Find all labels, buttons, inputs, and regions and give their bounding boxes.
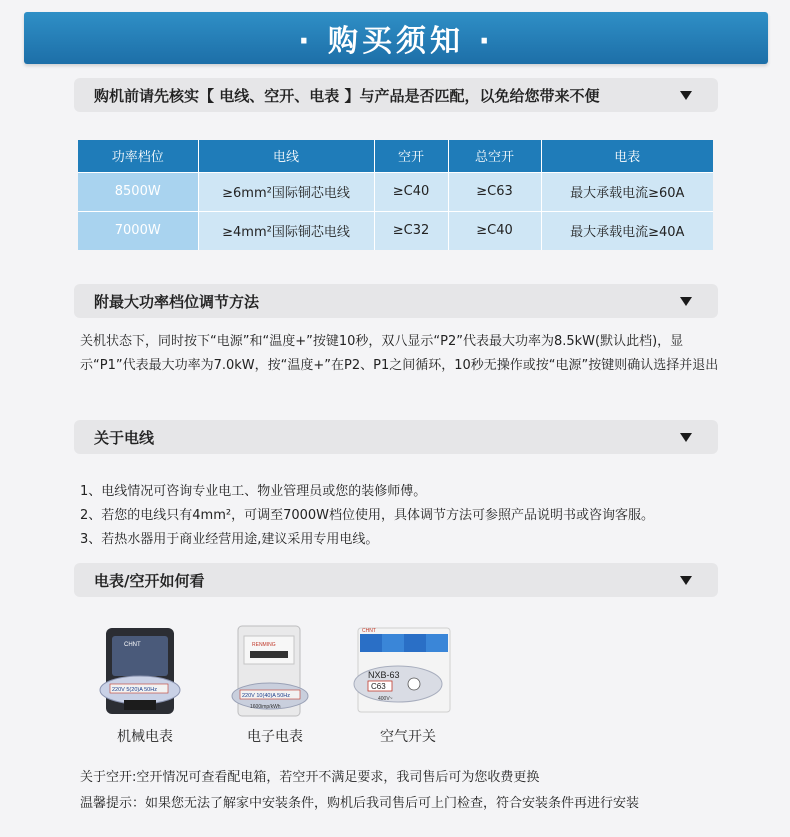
- table-cell: ≥6mm²国际铜芯电线: [198, 172, 374, 211]
- air-switch: [348, 620, 468, 746]
- wire-list: [80, 480, 720, 552]
- triangle-down-icon[interactable]: [680, 297, 692, 306]
- triangle-down-icon[interactable]: [680, 433, 692, 442]
- mechanical-meter-icon: [90, 620, 190, 720]
- electronic-meter-caption: 电子电表: [247, 729, 303, 745]
- air-switch-caption: 空气开关: [380, 729, 436, 745]
- air-switch-icon: [348, 620, 458, 720]
- air-switch-rating: C63: [371, 682, 386, 691]
- mechanical-meter-plate: 220V 5(20)A 50Hz: [112, 687, 157, 693]
- section-check-label: 购机前请先核实【 电线、空开、电表 】与产品是否匹配，以免给您带来不便: [94, 86, 600, 105]
- tip-note: 温馨提示：如果您无法了解家中安装条件，购机后我司售后可上门检查，符合安装条件再进行安装: [80, 796, 640, 811]
- table-cell: ≥C40: [448, 211, 541, 250]
- electronic-meter-brand: RENMING: [252, 642, 276, 648]
- mechanical-meter-caption: 机械电表: [117, 729, 173, 745]
- table-row: [78, 172, 713, 211]
- banner-title: · 购买须知 ·: [298, 24, 494, 59]
- table-cell: ≥4mm²国际铜芯电线: [198, 211, 374, 250]
- triangle-down-icon[interactable]: [680, 576, 692, 585]
- page-banner: [24, 12, 768, 64]
- table-cell: ≥C32: [374, 211, 448, 250]
- header-wire: 电线: [198, 140, 374, 172]
- header-meter: 电表: [541, 140, 713, 172]
- section-wire-label: 关于电线: [94, 428, 155, 447]
- spec-table: [78, 140, 713, 250]
- list-item: 3、若热水器用于商业经营用途,建议采用专用电线。: [80, 532, 379, 547]
- list-item: 2、若您的电线只有4mm²，可调至7000W档位使用，具体调节方法可参照产品说明书或咨询客服。: [80, 508, 655, 523]
- air-switch-note: 关于空开:空开情况可查看配电箱，若空开不满足要求，我司售后可为您收费更换: [80, 770, 540, 785]
- header-breaker: 空开: [374, 140, 448, 172]
- list-item: 1、电线情况可咨询专业电工、物业管理员或您的装修师傅。: [80, 484, 427, 499]
- section-wire-header[interactable]: [74, 420, 718, 454]
- header-main-breaker: 总空开: [448, 140, 541, 172]
- table-cell: 7000W: [78, 211, 198, 250]
- table-cell: ≥C63: [448, 172, 541, 211]
- mechanical-meter-brand: CHNT: [124, 642, 141, 648]
- electronic-meter-plate: 220V 10(40)A 50Hz: [242, 693, 291, 699]
- air-switch-volt: 400V~: [378, 696, 393, 702]
- section-power-adjust-header[interactable]: [74, 284, 718, 318]
- table-cell: 最大承载电流≥60A: [541, 172, 713, 211]
- section-meter-label: 电表/空开如何看: [94, 571, 205, 590]
- air-switch-brand: CHNT: [362, 628, 376, 634]
- electronic-meter-icon: [220, 620, 320, 720]
- table-cell: ≥C40: [374, 172, 448, 211]
- header-power: 功率档位: [78, 140, 198, 172]
- table-header-row: [78, 140, 713, 172]
- mechanical-meter: [90, 620, 200, 746]
- electronic-meter: [220, 620, 330, 746]
- air-switch-model: NXB-63: [368, 670, 400, 680]
- section-check-header[interactable]: [74, 78, 718, 112]
- table-row: [78, 211, 713, 250]
- power-adjust-text: 关机状态下，同时按下“电源”和“温度+”按键10秒，双八显示“P2”代表最大功率为8.5kW(默认此档)，显示“P1”代表最大功率为7.0kW，按“温度+”在P2、P1之间循环，10秒无操作或按“电源”按键则确认选择并退出: [80, 334, 719, 373]
- section-meter-header[interactable]: [74, 563, 718, 597]
- table-cell: 最大承载电流≥40A: [541, 211, 713, 250]
- electronic-meter-sub: 1600imp/kWh: [250, 704, 281, 710]
- triangle-down-icon[interactable]: [680, 91, 692, 100]
- meter-gallery: [90, 620, 490, 750]
- section-power-adjust-label: 附最大功率档位调节方法: [94, 292, 260, 311]
- table-cell: 8500W: [78, 172, 198, 211]
